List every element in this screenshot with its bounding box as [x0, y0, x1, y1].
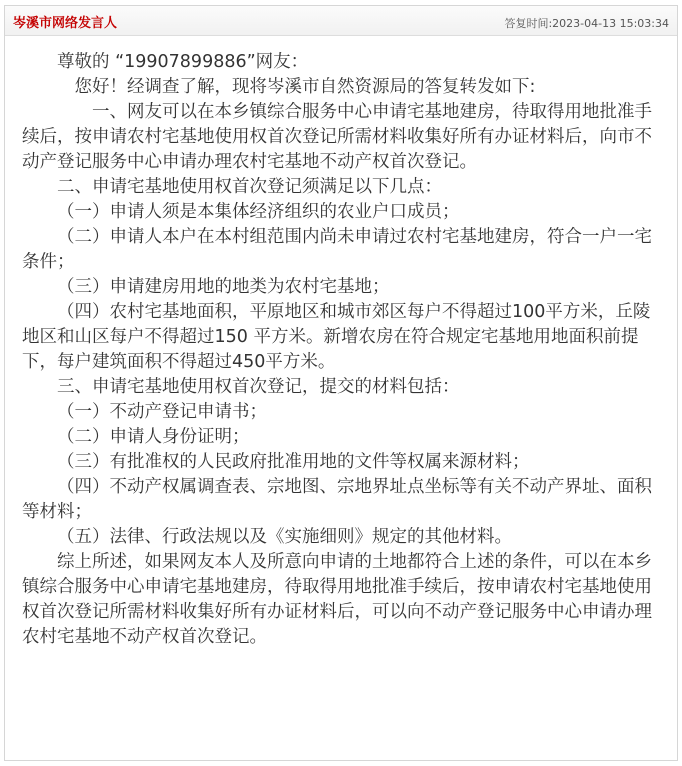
reply-paragraph: （二）申请人本户在本村组范围内尚未申请过农村宅基地建房，符合一户一宅条件； — [22, 227, 652, 272]
reply-salutation: 尊敬的 “19907899886”网友： — [57, 52, 309, 72]
panel-header — [5, 6, 677, 36]
reply-panel — [4, 5, 678, 761]
reply-paragraph: （五）法律、行政法规以及《实施细则》规定的其他材料。 — [57, 527, 512, 547]
reply-paragraph: （三）有批准权的人民政府批准用地的文件等权属来源材料； — [57, 452, 530, 472]
reply-paragraph: （一）申请人须是本集体经济组织的农业户口成员； — [57, 202, 460, 222]
reply-paragraph: （三）申请建房用地的地类为农村宅基地； — [57, 277, 390, 297]
reply-paragraph: （四）不动产权属调查表、宗地图、宗地界址点坐标等有关不动产界址、面积等材料； — [22, 477, 652, 522]
reply-paragraph: （四）农村宅基地面积，平原地区和城市郊区每户不得超过100平方米，丘陵地区和山区每户不得超过150 平方米。新增农房在符合规定宅基地用地面积前提下，每户建筑面积不得超过450平方米。 — [22, 302, 651, 372]
reply-body — [22, 50, 662, 650]
reply-paragraph: 综上所述，如果网友本人及所意向申请的土地都符合上述的条件，可以在本乡镇综合服务中心申请宅基地建房，待取得用地批准手续后，按申请农村宅基地使用权首次登记所需材料收集好所有办证材料后，可以向不动产登记服务中心申请办理农村宅基地不动产权首次登记。 — [22, 552, 652, 647]
reply-paragraph: 三、申请宅基地使用权首次登记，提交的材料包括： — [57, 377, 460, 397]
panel-title: 岑溪市网络发言人 — [13, 16, 118, 31]
reply-time-label: 答复时间: — [504, 17, 553, 30]
reply-paragraph: （一）不动产登记申请书； — [57, 402, 267, 422]
reply-time-value: 2023-04-13 15:03:34 — [552, 17, 669, 30]
reply-paragraph: 二、申请宅基地使用权首次登记须满足以下几点： — [57, 177, 442, 197]
reply-greeting: 您好！经调查了解，现将岑溪市自然资源局的答复转发如下: — [74, 77, 536, 97]
reply-paragraph: 一、网友可以在本乡镇综合服务中心申请宅基地建房，待取得用地批准手续后，按申请农村宅基地使用权首次登记所需材料收集好所有办证材料后，向市不动产登记服务中心申请办理农村宅基地不动产权首次登记。 — [22, 102, 652, 172]
reply-time — [504, 15, 669, 31]
reply-paragraph: （二）申请人身份证明； — [57, 427, 250, 447]
